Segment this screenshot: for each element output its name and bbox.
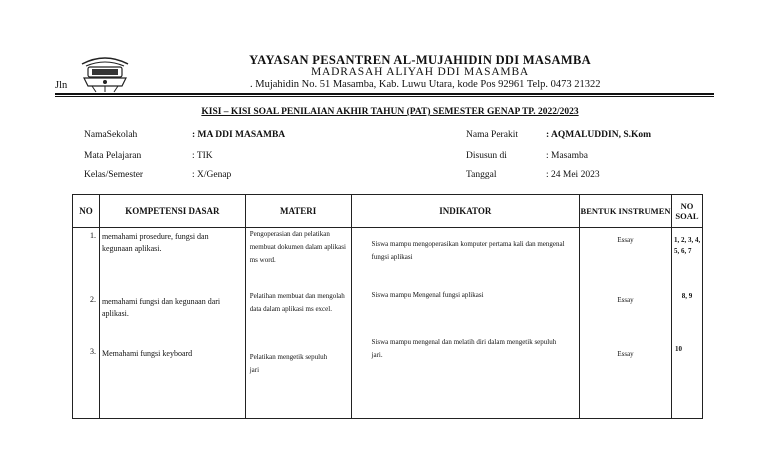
- col-no: [73, 228, 100, 419]
- foundation-name: YAYASAN PESANTREN AL-MUJAHIDIN DDI MASAMBA: [249, 53, 591, 67]
- row3-kd: Memahami fungsi keyboard: [101, 349, 193, 358]
- place-value: : Masamba: [546, 151, 588, 161]
- composer-label: Nama Perakit: [466, 130, 518, 140]
- kisi-table: [72, 194, 703, 419]
- row2-indikator: Siswa mampu Mengenal fungsi aplikasi: [371, 291, 484, 299]
- table-body-row: [73, 228, 703, 419]
- row1-indikator: Siswa mampu mengoperasikan komputer pertama kali dan mengenal fungsi aplikasi: [371, 240, 565, 261]
- date-value: : 24 Mei 2023: [546, 170, 600, 180]
- composer-value: : AQMALUDDIN, S.Kom: [546, 130, 652, 140]
- header-kd: KOMPETENSI DASAR: [99, 195, 245, 228]
- row2-kd: memahami fungsi dan kegunaan dari aplikasi.: [101, 297, 221, 318]
- col-bentuk: [580, 228, 672, 419]
- row2-no: 2.: [89, 295, 96, 304]
- subject-label: Mata Pelajaran: [84, 151, 142, 161]
- school-address: . Mujahidin No. 51 Masamba, Kab. Luwu Utara, kode Pos 92961 Telp. 0473 21322: [250, 79, 601, 90]
- header-rule-thin: [55, 96, 714, 97]
- row2-bentuk: Essay: [617, 296, 634, 304]
- row3-no: 3.: [89, 347, 96, 356]
- school-value: : MA DDI MASAMBA: [192, 130, 286, 140]
- header-rule-thick: [55, 93, 714, 95]
- class-value: : X/Genap: [192, 170, 232, 180]
- class-label: Kelas/Semester: [84, 170, 144, 180]
- row2-materi: Pelatihan membuat dan mengolah data dalam aplikasi ms excel.: [249, 292, 345, 313]
- place-label: Disusun di: [466, 151, 507, 161]
- row1-bentuk: Essay: [617, 236, 634, 244]
- header-indikator: INDIKATOR: [351, 195, 580, 228]
- table-header-row: [73, 195, 703, 228]
- col-indikator: [351, 228, 580, 419]
- header-materi: MATERI: [245, 195, 351, 228]
- col-kd: [99, 228, 245, 419]
- row3-bentuk: Essay: [617, 350, 634, 358]
- subject-value: : TIK: [192, 151, 213, 161]
- school-name: MADRASAH ALIYAH DDI MASAMBA: [310, 66, 530, 78]
- row1-materi: Pengoperasian dan pelatikan membuat dokumen dalam aplikasi ms word.: [249, 230, 346, 264]
- header-soal: NO SOAL: [671, 195, 702, 228]
- header-no: NO: [73, 195, 100, 228]
- document-title: KISI – KISI SOAL PENILAIAN AKHIR TAHUN (PAT) SEMESTER GENAP TP. 2022/2023: [201, 107, 579, 117]
- row3-soal: 10: [674, 345, 682, 353]
- school-label: NamaSekolah: [84, 130, 138, 140]
- row1-no: 1.: [89, 231, 96, 240]
- col-materi: [245, 228, 351, 419]
- date-label: Tanggal: [466, 170, 497, 180]
- street-prefix: Jln: [55, 80, 68, 91]
- header-bentuk: BENTUK INSTRUMEN: [580, 195, 672, 228]
- col-soal: [671, 228, 702, 419]
- row3-indikator: Siswa mampu mengenal dan melatih diri dalam mengetik sepuluh jari.: [371, 338, 557, 359]
- school-logo: [78, 50, 132, 94]
- row2-soal: 8, 9: [681, 292, 693, 300]
- row3-materi: Pelatikan mengetik sepuluh jari: [249, 353, 328, 374]
- row1-soal: 1, 2, 3, 4, 5, 6, 7: [673, 236, 701, 255]
- row1-kd: memahami prosedure, fungsi dan kegunaan aplikasi.: [101, 232, 209, 253]
